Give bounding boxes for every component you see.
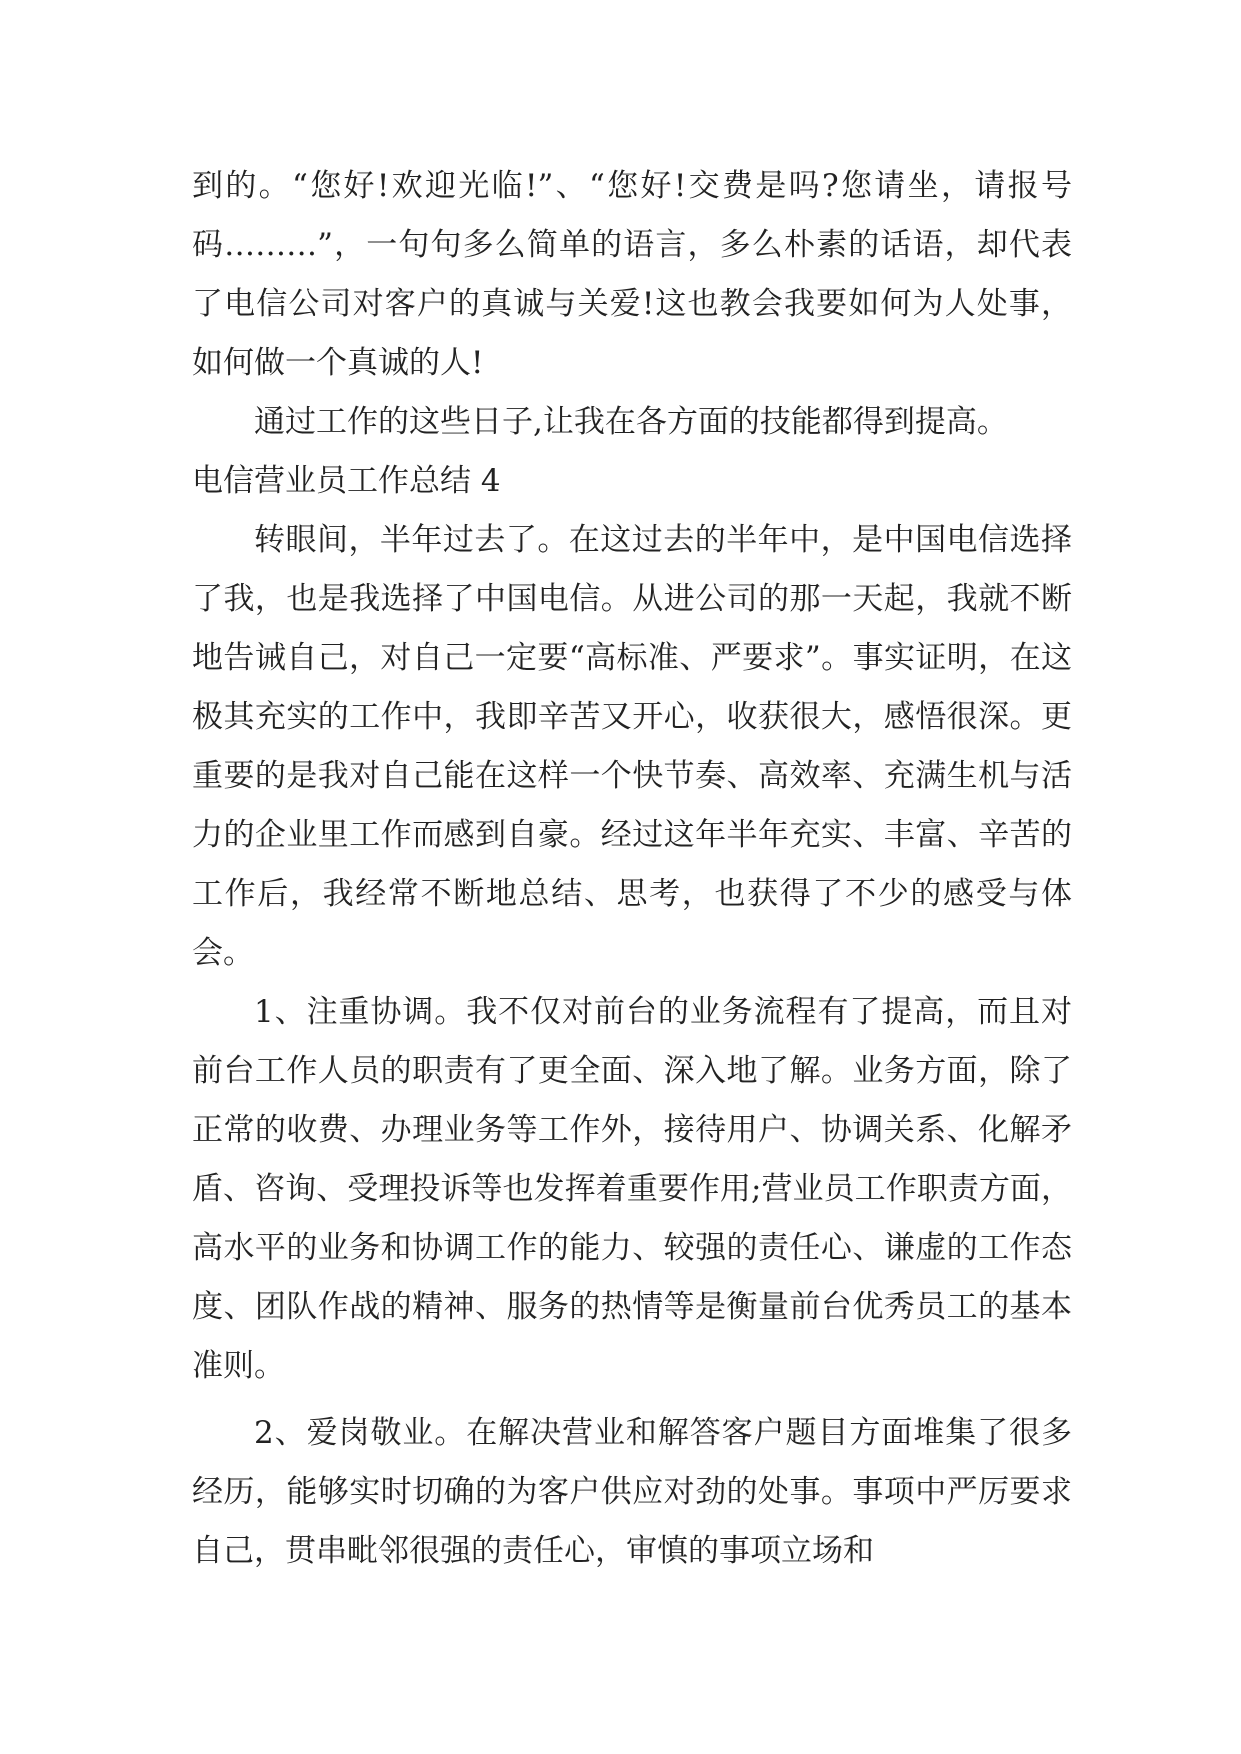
paragraph-point-1-coordination: 1、注重协调。我不仅对前台的业务流程有了提高，而且对前台工作人员的职责有了更全面、深入地了解。业务方面，除了正常的收费、办理业务等工作外，接待用户、协调关系、化解矛盾、咨询、受理投诉等也发挥着重要作用;营业员工作职责方面，高水平的业务和协调工作的能力、较强的责任心、谦虚的工作态度、团队作战的精神、服务的热情等是衡量前台优秀员工的基本准则。	[192, 994, 1072, 1384]
paragraph-skills-improved: 通过工作的这些日子,让我在各方面的技能都得到提高。	[254, 404, 1008, 440]
document-body	[192, 157, 1072, 1581]
paragraph-greeting-continuation: 到的。“您好!欢迎光临!”、“您好!交费是吗?您请坐，请报号码………”，一句句多么简单的语言，多么朴素的话语，却代表了电信公司对客户的真诚与关爱!这也教会我要如何为人处事，如何做一个真诚的人!	[192, 168, 1072, 381]
paragraph-half-year-review: 转眼间，半年过去了。在这过去的半年中，是中国电信选择了我，也是我选择了中国电信。从进公司的那一天起，我就不断地告诫自己，对自己一定要“高标准、严要求”。事实证明，在这极其充实的工作中，我即辛苦又开心，收获很大，感悟很深。更重要的是我对自己能在这样一个快节奏、高效率、充满生机与活力的企业里工作而感到自豪。经过这年半年充实、丰富、辛苦的工作后，我经常不断地总结、思考，也获得了不少的感受与体会。	[192, 522, 1072, 971]
paragraph-point-2-dedication: 2、爱岗敬业。在解决营业和解答客户题目方面堆集了很多经历，能够实时切确的为客户供应对劲的处事。事项中严厉要求自己，贯串毗邻很强的责任心，审慎的事项立场和	[192, 1415, 1072, 1569]
section-heading: 电信营业员工作总结 4	[192, 463, 501, 499]
